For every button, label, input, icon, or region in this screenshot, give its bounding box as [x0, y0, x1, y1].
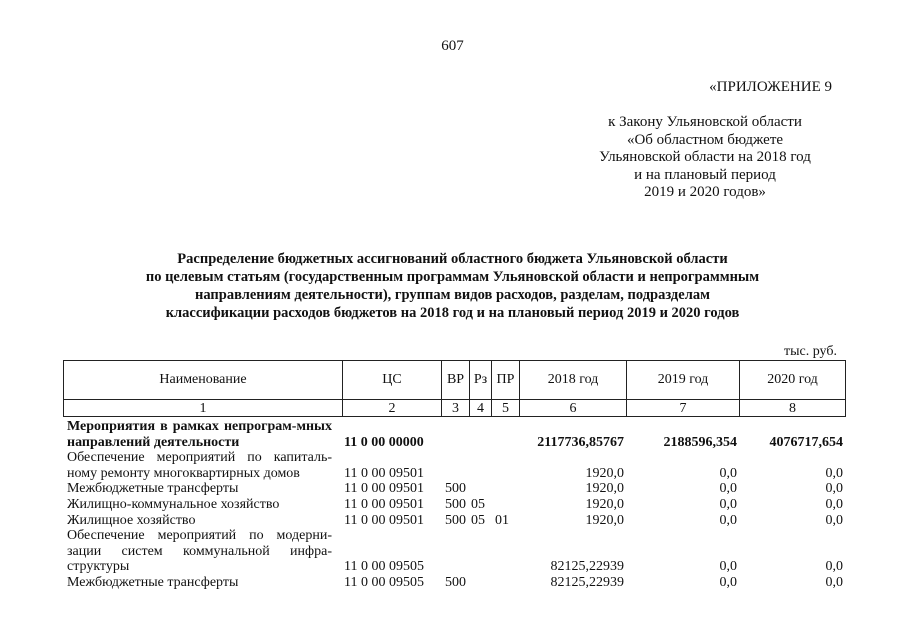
cell-cs: 11 0 00 00000	[344, 434, 424, 450]
law-reference-line: к Закону Ульяновской области	[608, 114, 802, 130]
cell-2019: 0,0	[719, 574, 737, 590]
column-number: 4	[470, 400, 492, 417]
cell-name: Межбюджетные трансферты	[67, 481, 239, 497]
column-number: 1	[64, 400, 343, 417]
title-line: по целевым статьям (государственным программам Ульяновской области и непрограммным	[145, 269, 760, 285]
header-name: Наименование	[64, 361, 343, 400]
page-number: 607	[441, 38, 464, 54]
cell-vr: 500	[445, 481, 466, 497]
cell-rz	[469, 481, 491, 497]
document-title	[0, 250, 905, 322]
cell-rz	[469, 528, 491, 575]
appendix-label: «ПРИЛОЖЕНИЕ 9	[709, 79, 832, 95]
column-number: 8	[740, 400, 846, 417]
cell-2018: 82125,22939	[550, 574, 624, 590]
table-row	[63, 513, 845, 529]
cell-2020: 4076717,654	[769, 434, 843, 450]
header-2020: 2020 год	[740, 361, 846, 400]
header-cs: ЦС	[343, 361, 442, 400]
cell-2019: 0,0	[719, 465, 737, 481]
cell-2018: 82125,22939	[550, 559, 624, 575]
cell-vr: 500	[445, 512, 466, 528]
column-number: 7	[627, 400, 740, 417]
cell-rz	[469, 450, 491, 481]
cell-2019: 2188596,354	[663, 434, 737, 450]
header-2019: 2019 год	[627, 361, 740, 400]
cell-2018: 1920,0	[585, 465, 624, 481]
cell-name: Жилищное хозяйство	[67, 512, 196, 528]
cell-pr	[491, 419, 519, 450]
column-number: 3	[442, 400, 470, 417]
cell-vr: 500	[445, 496, 466, 512]
cell-2019: 0,0	[719, 512, 737, 528]
law-reference-line: Ульяновской области на 2018 год	[599, 149, 811, 165]
table-header	[63, 360, 846, 417]
cell-pr	[491, 497, 519, 513]
cell-rz: 05	[471, 496, 485, 512]
cell-cs: 11 0 00 09505	[344, 559, 424, 575]
cell-vr	[441, 450, 469, 481]
header-2018: 2018 год	[520, 361, 627, 400]
cell-cs: 11 0 00 09501	[344, 481, 424, 497]
cell-vr	[441, 419, 469, 450]
cell-rz	[469, 575, 491, 591]
column-number: 5	[492, 400, 520, 417]
table-row	[63, 481, 845, 497]
law-reference-line: и на плановый период	[634, 166, 776, 183]
cell-vr: 500	[445, 574, 466, 590]
title-line: классификации расходов бюджетов на 2018 год и на плановый период 2019 и 2020 годов	[165, 305, 740, 321]
table-row	[63, 450, 845, 481]
cell-pr	[491, 481, 519, 497]
cell-name: Обеспечение мероприятий по капиталь-ному ремонту многоквартирных домов	[67, 450, 332, 481]
table-row	[63, 575, 845, 591]
header-vr: ВР	[442, 361, 470, 400]
cell-2019: 0,0	[719, 496, 737, 512]
cell-2018: 1920,0	[585, 512, 624, 528]
cell-pr	[491, 575, 519, 591]
cell-pr	[491, 528, 519, 575]
table-row	[63, 528, 845, 575]
header-pr: ПР	[492, 361, 520, 400]
cell-cs: 11 0 00 09501	[344, 496, 424, 512]
law-reference-line: 2019 и 2020 годов»	[644, 184, 766, 200]
cell-2020: 0,0	[825, 481, 843, 497]
cell-rz	[469, 419, 491, 450]
header-rz: Рз	[470, 361, 492, 400]
cell-rz: 05	[471, 512, 485, 528]
column-number: 2	[343, 400, 442, 417]
title-line: Распределение бюджетных ассигнований областного бюджета Ульяновской области	[177, 251, 728, 267]
cell-pr: 01	[495, 512, 509, 528]
cell-name: Обеспечение мероприятий по модерни-зации систем коммунальной инфра-структуры	[67, 528, 332, 575]
cell-2019: 0,0	[719, 481, 737, 497]
cell-name: Межбюджетные трансферты	[67, 574, 239, 590]
table-row	[63, 497, 845, 513]
cell-2018: 2117736,85767	[537, 434, 624, 450]
cell-cs: 11 0 00 09501	[344, 512, 424, 528]
cell-2020: 0,0	[825, 574, 843, 590]
cell-cs: 11 0 00 09505	[344, 574, 424, 590]
table-body	[63, 419, 845, 591]
cell-2020: 0,0	[825, 465, 843, 481]
cell-name: Жилищно-коммунальное хозяйство	[67, 496, 280, 512]
column-number: 6	[520, 400, 627, 417]
cell-2020: 0,0	[825, 496, 843, 512]
unit-label: тыс. руб.	[784, 344, 837, 359]
law-reference-line: «Об областном бюджете	[626, 131, 784, 148]
cell-vr	[441, 528, 469, 575]
cell-name: Мероприятия в рамках непрограм-мных направлений деятельности	[67, 419, 332, 450]
title-line: направлениям деятельности), группам видов расходов, разделам, подразделам	[195, 287, 710, 303]
cell-2018: 1920,0	[585, 496, 624, 512]
law-reference	[575, 114, 835, 202]
table-row	[63, 419, 845, 450]
cell-cs: 11 0 00 09501	[344, 465, 424, 481]
cell-2020: 0,0	[825, 559, 843, 575]
cell-pr	[491, 450, 519, 481]
cell-2020: 0,0	[825, 512, 843, 528]
cell-2019: 0,0	[719, 559, 737, 575]
cell-2018: 1920,0	[585, 481, 624, 497]
